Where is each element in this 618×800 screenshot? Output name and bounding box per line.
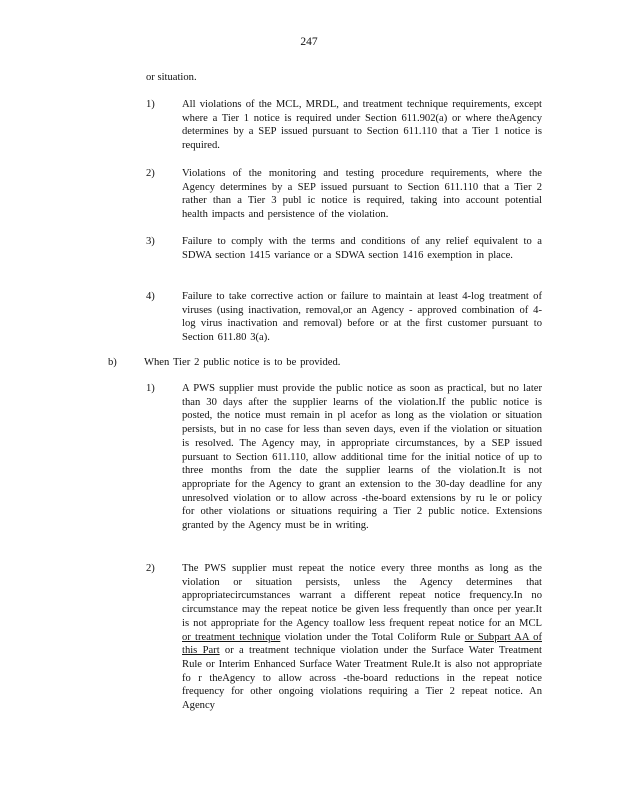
- underlined-insertion: or Subpart AA of this Part: [182, 631, 542, 657]
- item-text: Failure to comply with the terms and conditions of any relief equivalent to a SDWA section 1415 variance or a SDWA section 1416 exemption in place.: [182, 236, 542, 261]
- subsection-heading: When Tier 2 public notice is to be provided.: [144, 357, 341, 368]
- item-text: [182, 562, 542, 713]
- item-text: Violations of the monitoring and testing procedure requirements, where the Agency determines by a SEP issued pursuant to Section 611.110 that a Tier 2 rather than a Tier 3 publ ic notice is required, taking into account potential health impacts and persistence of the violation.: [182, 168, 542, 221]
- list-item-b1: [146, 382, 546, 550]
- item-text: All violations of the MCL, MRDL, and treatment technique requirements, except where a Tier 1 notice is required under Section 611.902(a) or where theAgency determines by a SEP issued pursuant to Section 611.110 that a Tier 1 notice is required.: [182, 99, 542, 152]
- subsection-label: b): [108, 357, 117, 368]
- item-text-part: violation under the Total Coliform Rule: [280, 631, 465, 643]
- continuation-fragment: or situation.: [146, 72, 197, 83]
- item-text-part: or a treatment technique violation under the Surface Water Treatment Rule or Interim Enhanced Surface Water Treatment Rule.It is also not appropriate fo r theAgency to allow across -the-board reductions in the repeat notice frequency for other ongoing violations requiring a Tier 2 repeat notice. An Agency: [182, 645, 542, 712]
- list-item-b2: [146, 562, 546, 730]
- item-label: 2): [146, 563, 155, 574]
- item-label: 4): [146, 291, 155, 302]
- underlined-insertion: or treatment technique: [182, 631, 281, 643]
- item-text-part: The PWS supplier must repeat the notice every three months as long as the violation or situation persists, unless the Agency determines that appropriatecircumstances warrant a different repeat notice frequency.In no circumstance may the repeat notice be given less frequently than once per year.It is not appropriate for the Agency toallow less frequent repeat notice for an MCL: [182, 563, 542, 629]
- item-text: Failure to take corrective action or failure to maintain at least 4-log treatment of viruses (using inactivation, removal,or an Agency - approved combination of 4-log virus inactivation and removal) before or at the first customer pursuant to Section 611.80 3(a).: [182, 291, 542, 344]
- list-item-a2: [146, 167, 546, 223]
- subsection-b: [108, 356, 548, 370]
- item-label: 2): [146, 168, 155, 179]
- list-item-a4: [146, 290, 546, 346]
- item-label: 1): [146, 99, 155, 110]
- item-label: 1): [146, 383, 155, 394]
- list-item-a1: [146, 98, 546, 154]
- page-number: 247: [300, 36, 318, 48]
- item-label: 3): [146, 236, 155, 247]
- item-text: A PWS supplier must provide the public notice as soon as practical, but no later than 30 days after the supplier learns of the violation.If the public notice is posted, the notice must remain in pl acefor as long as the violation or situation persists, but in no case for less than seven days, even if the violation or situation is resolved. The Agency may, in appropriate circumstances, by a SEP issued pursuant to Section 611.110, allow additional time for the initial notice of up to three months from the date the supplier learns of the violation.It is not appropriate for the Agency to grant an extension to the 30-day deadline for any unresolved violation or to allow across -the-board extensions by ru le or policy for other violations or situations requiring a Tier 2 public notice. Extensions granted by the Agency must be in writing.: [182, 383, 542, 532]
- list-item-a3: [146, 235, 546, 277]
